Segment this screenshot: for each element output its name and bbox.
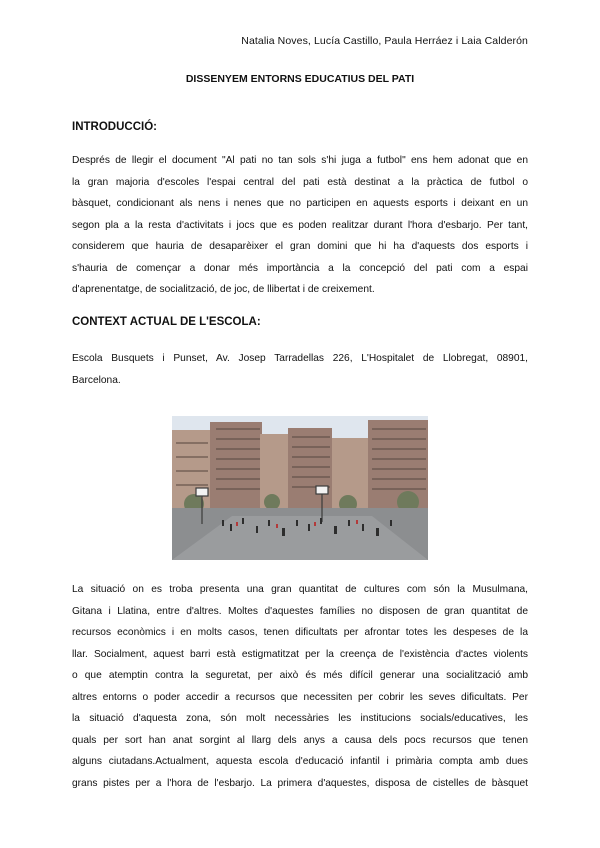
schoolyard-photo <box>172 416 428 560</box>
paragraph-line: la situació d'aquesta zona, són molt necessàries les institucions socials/educatives, les <box>72 713 528 724</box>
paragraph-line: Després de llegir el document "Al pati no tan sols s'hi juga a futbol" ens hem adonat que en <box>72 155 528 166</box>
photo-building <box>210 422 262 510</box>
paragraph-line: d'aprenentatge, de socialització, de joc, de llibertat i de creixement. <box>72 284 375 295</box>
paragraph-line: Gitana i Llatina, entre d'altres. Moltes d'aquestes famílies no disposen de gran quantitat de <box>72 605 528 617</box>
photo-building <box>368 420 428 510</box>
paragraph-line: La situació on es troba presenta una gran quantitat de cultures com són la Musulmana, <box>72 584 528 595</box>
paragraph-line: alguns ciutadans.Actualment, aquesta escola d'educació infantil i primària compta amb dues <box>72 756 528 767</box>
photo-building <box>288 428 332 510</box>
introduction-paragraph <box>72 150 528 301</box>
paragraph-line: altres entorns o poder accedir a recursos que necessiten per cobrir les seves dificultats. Per <box>72 691 528 703</box>
paragraph-line: recursos econòmics i en molts casos, tenen dificultats per afrontar totes les despeses de la <box>72 627 528 638</box>
paragraph-line: llar. Socialment, aquest barri està estigmatitzat per la creença de l'existència d'actes violents <box>72 648 528 660</box>
introduction-heading: INTRODUCCIÓ: <box>72 121 157 133</box>
paragraph-line: o que atemptin contra la seguretat, per això és més difícil generar una socialització amb <box>72 670 528 681</box>
paragraph-line: quals per sort han anat sorgint al llarg dels anys a causa dels pocs recursos que tenen <box>72 734 528 746</box>
situation-paragraph <box>72 579 528 794</box>
paragraph-line: s'hauria de començar a donar més importància a la concepció del pati com a espai <box>72 262 528 274</box>
paragraph-line: considerem que hauria de desaparèixer el gran domini que hi ha d'aquests dos esports i <box>72 241 528 252</box>
paragraph-line: grans pistes per a l'hora de l'esbarjo. La primera d'aquestes, disposa de cistelles de bàsquet <box>72 777 528 789</box>
authors-header: Natalia Noves, Lucía Castillo, Paula Herráez i Laia Calderón <box>241 35 528 47</box>
paragraph-line: segon pla a la resta d'activitats i jocs que es poden realitzar durant l'hora d'esbarjo. Per tant, <box>72 219 528 231</box>
context-heading: CONTEXT ACTUAL DE L'ESCOLA: <box>72 316 261 328</box>
paragraph-line: Escola Busquets i Punset, Av. Josep Tarradellas 226, L'Hospitalet de Llobregat, 08901, <box>72 353 528 364</box>
school-address-paragraph <box>72 348 528 391</box>
paragraph-line: Barcelona. <box>72 374 121 386</box>
paragraph-line: la gran majoria d'escoles l'espai central del pati està destinat a la pràctica de futbol o <box>72 176 528 188</box>
document-title: DISSENYEM ENTORNS EDUCATIUS DEL PATI <box>185 73 415 85</box>
paragraph-line: bàsquet, condicionant als nens i nenes que no participen en aquests esports i deixant en un <box>72 198 528 209</box>
